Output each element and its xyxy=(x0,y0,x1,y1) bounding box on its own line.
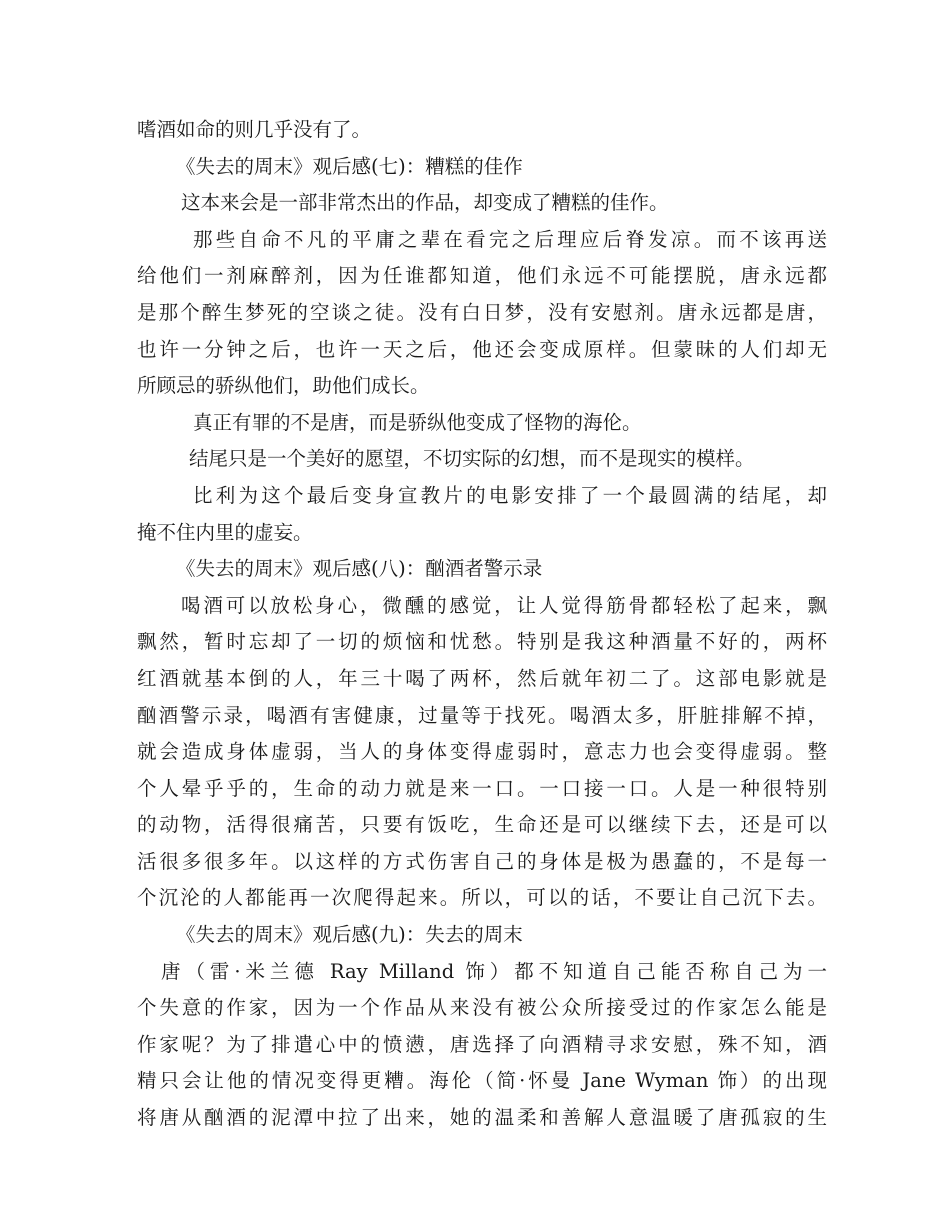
paragraph-line: 精只会让他的情况变得更糟。海伦（简·怀曼 Jane Wyman 饰）的出现 xyxy=(137,1069,827,1093)
paragraph-line: 飘然，暂时忘却了一切的烦恼和忧愁。特别是我这种酒量不好的，两杯 xyxy=(137,630,827,654)
paragraph-line: 比利为这个最后变身宣教片的电影安排了一个最圆满的结尾，却 xyxy=(193,483,827,507)
paragraph-line: 唐（雷·米兰德 Ray Milland 饰）都不知道自己能否称自己为一 xyxy=(161,959,827,983)
paragraph-line: 真正有罪的不是唐，而是骄纵他变成了怪物的海伦。 xyxy=(193,410,642,434)
paragraph-line: 的动物，活得很痛苦，只要有饭吃，生命还是可以继续下去，还是可以 xyxy=(137,813,827,837)
section-heading-7: 《失去的周末》观后感(七)：糟糕的佳作 xyxy=(176,154,523,178)
paragraph-line: 结尾只是一个美好的愿望，不切实际的幻想，而不是现实的模样。 xyxy=(189,447,755,471)
paragraph-line: 将唐从酗酒的泥潭中拉了出来，她的温柔和善解人意温暖了唐孤寂的生 xyxy=(137,1106,827,1130)
paragraph-line: 活很多很多年。以这样的方式伤害自己的身体是极为愚蠢的，不是每一 xyxy=(137,849,827,873)
paragraph-line: 就会造成身体虚弱，当人的身体变得虚弱时，意志力也会变得虚弱。整 xyxy=(137,740,827,764)
section-heading-8: 《失去的周末》观后感(八)：酗酒者警示录 xyxy=(176,557,543,581)
paragraph-line: 红酒就基本倒的人，年三十喝了两杯，然后就年初二了。这部电影就是 xyxy=(137,666,827,690)
paragraph-line: 个人晕乎乎的，生命的动力就是来一口。一口接一口。人是一种很特别 xyxy=(137,776,827,800)
paragraph-line: 嗜酒如命的则几乎没有了。 xyxy=(137,118,372,141)
paragraph-line: 个沉沦的人都能再一次爬得起来。所以，可以的话，不要让自己沉下去。 xyxy=(137,886,827,910)
paragraph-line: 那些自命不凡的平庸之辈在看完之后理应后脊发凉。而不该再送 xyxy=(193,227,827,251)
paragraph-line: 所顾忌的骄纵他们，助他们成长。 xyxy=(137,374,430,398)
paragraph-line: 掩不住内里的虚妄。 xyxy=(137,520,313,544)
document-page xyxy=(137,112,827,1137)
section-heading-9: 《失去的周末》观后感(九)：失去的周末 xyxy=(176,923,523,947)
paragraph-line: 这本来会是一部非常杰出的作品，却变成了糟糕的佳作。 xyxy=(181,191,669,215)
paragraph-line: 个失意的作家，因为一个作品从来没有被公众所接受过的作家怎么能是 xyxy=(137,996,827,1020)
paragraph-line: 酗酒警示录，喝酒有害健康，过量等于找死。喝酒太多，肝脏排解不掉， xyxy=(137,703,827,727)
paragraph-line: 喝酒可以放松身心，微醺的感觉，让人觉得筋骨都轻松了起来，飘 xyxy=(181,593,827,617)
paragraph-line: 作家呢？为了排遣心中的愤懑，唐选择了向酒精寻求安慰，殊不知，酒 xyxy=(137,1032,827,1056)
paragraph-line: 是那个醉生梦死的空谈之徒。没有白日梦，没有安慰剂。唐永远都是唐， xyxy=(137,300,827,324)
paragraph-line: 也许一分钟之后，也许一天之后，他还会变成原样。但蒙昧的人们却无 xyxy=(137,337,827,361)
paragraph-line: 给他们一剂麻醉剂，因为任谁都知道，他们永远不可能摆脱，唐永远都 xyxy=(137,264,827,288)
